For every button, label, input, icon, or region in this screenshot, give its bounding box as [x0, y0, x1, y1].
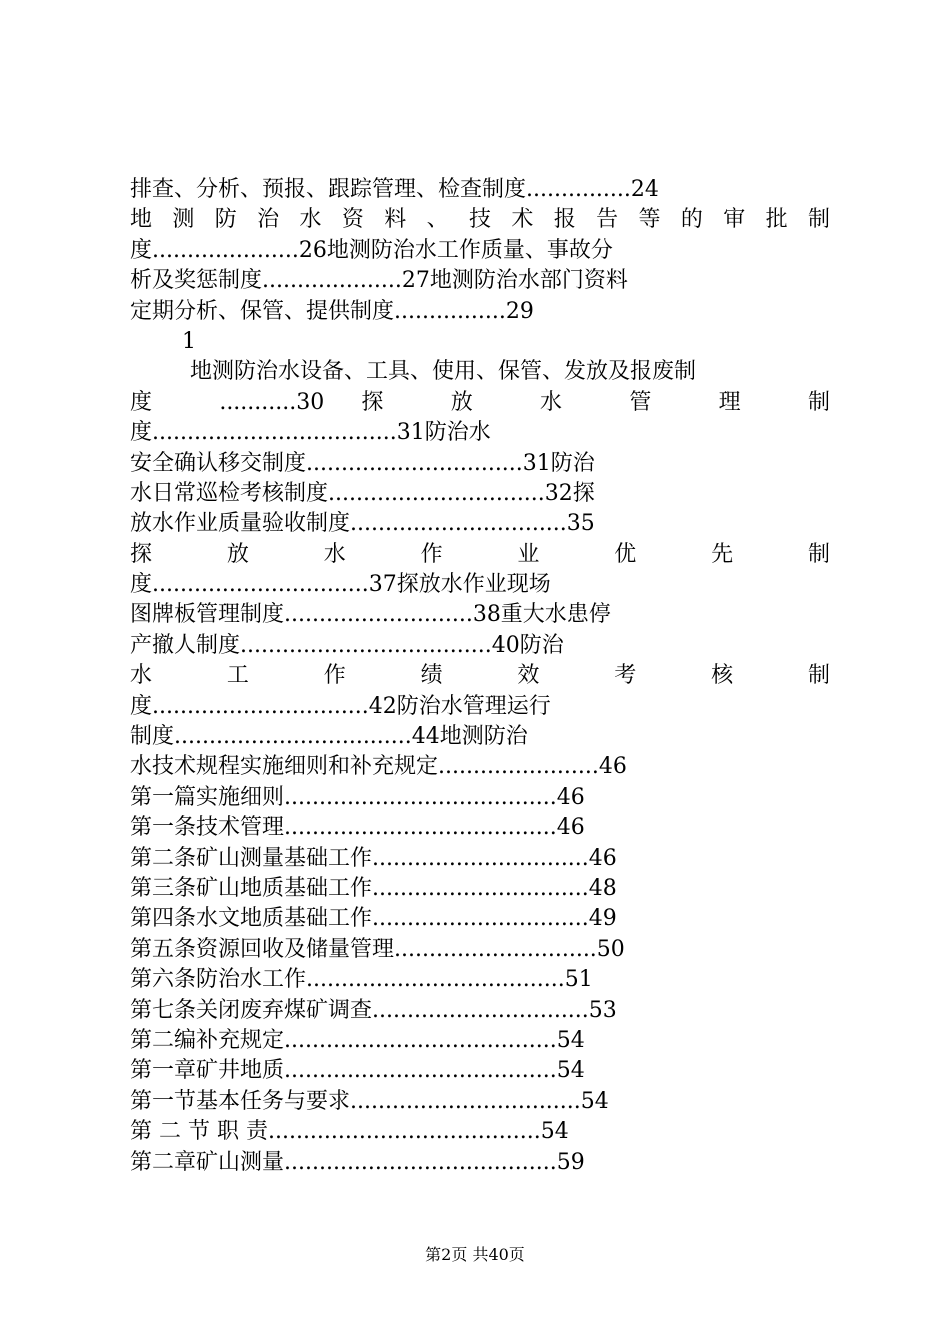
toc-line: 制度..................................44地测防治	[130, 724, 528, 750]
toc-line: 第一篇实施细则.......................................46	[130, 784, 585, 810]
toc-line: 第三条矿山地质基础工作...............................48	[130, 875, 617, 901]
toc-line: 第七条关闭废弃煤矿调查...............................53	[130, 997, 617, 1023]
toc-line: 排查、分析、预报、跟踪管理、检查制度...............24	[130, 177, 659, 202]
toc-line: 产撤人制度....................................40防治	[130, 632, 564, 658]
toc-line: 第一条技术管理.......................................46	[130, 815, 585, 841]
toc-line: 度...............................42防治水管理运行	[130, 693, 551, 719]
toc-line: 第 二 节 职 责.......................................54	[130, 1119, 569, 1145]
toc-line: 度.....................26地测防治水工作质量、事故分	[130, 237, 613, 263]
toc-line: 第一节基本任务与要求.................................54	[130, 1088, 609, 1114]
toc-line: 图牌板管理制度...........................38重大水患停	[130, 602, 611, 628]
toc-line: 第六条防治水工作.....................................51	[130, 967, 593, 993]
toc-line: 度...............................37探放水作业现场	[130, 572, 551, 598]
toc-line: 第二章矿山测量.......................................59	[130, 1149, 585, 1175]
page-number-marker: 1	[182, 328, 196, 354]
toc-line: 地 测 防 治 水 资 料 、 技 术 报 告 等 的 审 批 制	[130, 207, 830, 233]
toc-line: 析及奖惩制度....................27地测防治水部门资料	[130, 268, 628, 294]
toc-line: 度 ...........30 探 放 水 管 理 制	[130, 389, 830, 415]
page-footer: 第2页 共40页	[425, 1245, 525, 1264]
toc-line: 定期分析、保管、提供制度................29	[130, 298, 534, 324]
toc-line: 第二编补充规定.......................................54	[130, 1027, 585, 1053]
toc-line: 安全确认移交制度...............................31防治	[130, 450, 595, 476]
toc-line: 放水作业质量验收制度...............................35	[130, 511, 595, 537]
table-of-contents	[130, 175, 830, 1178]
toc-line: 第五条资源回收及储量管理.............................50	[130, 936, 625, 962]
toc-line: 水技术规程实施细则和补充规定.......................46	[130, 754, 627, 780]
toc-line: 第二条矿山测量基础工作...............................46	[130, 845, 617, 871]
toc-line: 第四条水文地质基础工作...............................49	[130, 906, 617, 932]
toc-line: 第一章矿井地质.......................................54	[130, 1058, 585, 1084]
toc-line: 水日常巡检考核制度...............................32探	[130, 480, 595, 506]
toc-line: 度...................................31防治水	[130, 420, 491, 446]
toc-line: 地测防治水设备、工具、使用、保管、发放及报废制	[190, 359, 697, 385]
toc-line: 探 放 水 作 业 优 先 制	[130, 541, 830, 567]
toc-line: 水 工 作 绩 效 考 核 制	[130, 663, 830, 689]
